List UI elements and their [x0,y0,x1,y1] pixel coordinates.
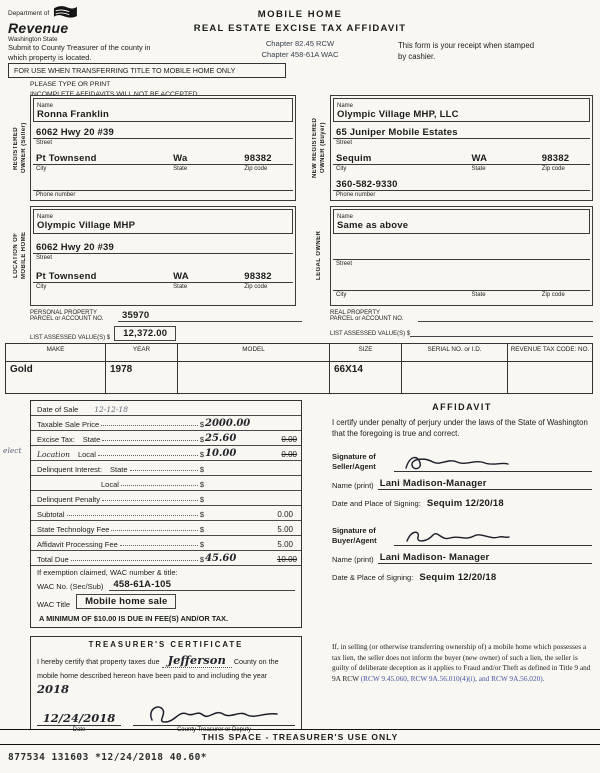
form-title [150,9,450,34]
model-value [178,362,330,393]
row-sublabel: State [110,465,128,474]
buyer-phone-field [333,174,590,191]
name-label: Name [337,103,354,109]
location-street-value: 6062 Hwy 20 #39 [36,242,115,253]
seller-street-value: 6062 Hwy 20 #39 [36,127,115,139]
location-city-value: Pt Townsend [36,271,97,282]
dotted-leader [120,545,198,546]
margin-note-elect: elect [3,446,22,455]
zip-label: Zip code [244,166,268,173]
phone-label: Phone number [336,192,376,199]
seller-side-label-line1: REGISTERED [12,126,19,170]
legal-name-field [333,209,590,234]
affidavit-title: AFFIDAVIT [432,402,492,412]
revenue-tax-code-value [508,362,592,393]
assessed-value-label: LIST ASSESSED VALUE(S) $ [30,335,111,341]
handwritten-amount: 10.00 [205,448,237,459]
certify-line2: County on the mobile home described hereon have been paid to and including the year [37,657,279,680]
name-label: Name [37,214,54,220]
legal-owner-box [330,206,593,306]
buyer-phone-value: 360-582-9330 [336,179,398,191]
buyer-phone-caption [333,191,590,200]
dotted-leader [98,455,198,456]
seller-city-state-zip-field [33,148,293,165]
name-print-label: Name (print) [332,480,374,490]
year-value: 1978 [106,362,178,393]
row-label: Subtotal [37,510,65,519]
logo-revenue: Revenue [8,20,69,36]
dotted-leader [111,530,197,531]
dotted-leader [67,515,198,516]
legal-street-caption [333,260,590,269]
buyer-name-print-row [332,552,592,564]
buyer-side-label-line2: OWNER (Buyer) [319,122,326,174]
col-header-size: SIZE [330,344,402,362]
seller-city-state-zip-caption [33,165,293,174]
legal-city-state-zip-field [333,269,590,291]
struck-amount: 0.00 [281,435,297,444]
incomplete-note: INCOMPLETE AFFIDAVITS WILL NOT BE ACCEPTED [30,90,198,98]
zip-label: Zip code [244,284,268,290]
buyer-name-value: Olympic Village MHP, LLC [337,109,459,120]
personal-parcel-row [30,310,302,322]
legal-street-field [333,234,590,260]
wac-title-value: Mobile home sale [76,594,176,609]
excise-tax-state-row [31,431,301,446]
wac-title-row [31,593,301,611]
seller-name-print-value: Lani Madison-Manager [378,478,592,490]
buyer-name-print-value: Lani Madison- Manager [378,552,592,564]
buyer-signature-row [332,524,592,546]
state-label: State [173,166,188,173]
row-label: Delinquent Penalty [37,495,100,504]
chapter-rcw: Chapter 82.45 RCW [265,39,335,48]
exemption-claimed-label: If exemption claimed, WAC number & title: [37,568,178,577]
location-street-caption [33,254,293,263]
dollar-sign: $ [199,450,204,459]
wac-number-row [31,578,301,593]
buyer-agent-label: Buyer/Agent [332,535,377,545]
minimum-fee-note: A MINIMUM OF $10.00 IS DUE IN FEE(S) AND/OR TAX. [39,614,229,623]
legal-name-value: Same as above [337,220,409,231]
date-place-label: Date & Place of Signing: [332,572,414,582]
legal-owner-side-label [310,206,327,304]
affidavit-processing-fee-row [31,536,301,551]
row-label: Delinquent Interest: [37,465,103,474]
location-name-field [33,209,293,234]
form-title-line2: REAL ESTATE EXCISE TAX AFFIDAVIT [193,23,407,34]
receipt-note: This form is your receipt when stamped by cashier. [398,41,535,61]
date-place-label: Date and Place of Signing: [332,498,421,508]
signature-of-label: Signature of [332,452,376,462]
seller-signature-label [332,452,394,472]
name-label: Name [37,103,54,109]
row-sublabel: State [82,435,101,444]
tax-computation-box [30,400,302,628]
personal-property-label: PERSONAL PROPERTY [30,310,98,316]
dollar-sign: $ [199,540,204,549]
personal-parcel-value: 35970 [118,310,302,322]
treasurers-certificate-body [37,652,295,699]
real-parcel-row [330,310,593,322]
county-handwritten: Jefferson [162,653,232,668]
seller-zip-value: 98382 [244,153,272,165]
seller-name-field [33,98,293,122]
county-treasurer-label: County Treasurer or Deputy [176,726,252,733]
buyer-side-label [310,96,327,200]
seller-signature-line [394,450,592,472]
printed-amount: 5.00 [277,525,293,534]
wac-number-value: 458-61A-105 [109,579,295,591]
parcel-number-label: PARCEL or ACCOUNT NO. [30,316,104,322]
city-label: City [36,166,47,173]
mobile-home-description-table [5,343,593,394]
buyer-box [330,95,593,201]
seller-name-print-row [332,478,592,490]
dollar-sign: $ [199,480,204,489]
parcel-number-label: PARCEL or ACCOUNT NO. [330,316,404,322]
form-title-line1: MOBILE HOME [257,9,343,20]
use-note-box: FOR USE WHEN TRANSFERRING TITLE TO MOBILE HOME ONLY [8,63,286,78]
lien-notice-citation: (RCW 9.45.060, RCW 9A.56.010(4)(i), and RCW 9A.56.020). [360,673,545,683]
chapter-wac: Chapter 458-61A WAC [261,50,339,59]
treasurer-date-value: 12/24/2018 [42,710,116,725]
dotted-leader [102,500,198,501]
row-sublabel: Local [77,450,96,459]
street-label: Street [36,255,53,261]
affidavit-statement: I certify under penalty of perjury under the laws of the State of Washington that the foregoing is true and correct. [332,418,588,439]
excise-tax-local-row [31,446,301,461]
assessed-value-label: LIST ASSESSED VALUE(S) $ [330,331,411,337]
date-of-sale-value: 12-12-18 [94,405,128,414]
dollar-sign: $ [199,495,204,504]
col-header-serial: SERIAL NO. or I.D. [402,344,508,362]
location-box [30,206,296,306]
printed-amount: 5.00 [277,540,293,549]
col-header-model: MODEL [178,344,330,362]
wac-title-label: WAC Title [37,600,71,609]
serial-value [402,362,508,393]
seller-signature [402,452,512,474]
real-assessed-row [330,328,593,337]
size-value: 66X14 [330,362,402,393]
dotted-leader [101,425,198,426]
affidavit-section [332,402,592,598]
buyer-city-state-zip-field [333,148,590,165]
buyer-name-field [333,98,590,122]
location-side-label-line1: LOCATION OF [12,232,19,278]
seller-date-place-value: Sequim 12/20/18 [426,497,504,509]
wac-number-label: WAC No. (Sec/Sub) [37,582,104,591]
zip-label: Zip code [541,292,565,298]
total-due-row [31,551,301,566]
row-label: Taxable Sale Price [37,420,100,429]
location-side-label-line2: MOBILE HOME [20,231,27,279]
buyer-street-caption [333,139,590,148]
logo-state: Washington State [8,36,58,43]
buyer-city-state-zip-caption [333,165,590,174]
dotted-leader [102,440,198,441]
date-label: Date [72,726,86,733]
dor-logo [8,5,120,43]
street-label: Street [336,261,353,267]
city-label: City [336,166,347,173]
buyer-state-value: WA [471,153,488,165]
seller-side-label [11,96,28,200]
make-value: Gold [6,362,106,393]
name-print-label: Name (print) [332,554,374,564]
please-type-note: PLEASE TYPE OR PRINT [30,81,111,88]
buyer-date-place-value: Sequim 12/20/18 [419,571,497,583]
seller-box [30,95,296,201]
buyer-zip-value: 98382 [541,153,570,165]
buyer-street-field [333,122,590,139]
col-header-revenue-tax-code: REVENUE TAX CODE: NO. [508,344,592,362]
submit-note: Submit to County Treasurer of the county in which property is located. [8,43,151,62]
real-property-section [330,310,593,337]
street-label: Street [336,140,353,147]
dotted-leader [130,470,198,471]
seller-phone-field [33,174,293,191]
phone-label: Phone number [36,192,76,199]
lien-notice [332,642,592,684]
location-name-value: Olympic Village MHP [37,220,136,231]
seller-street-field [33,122,293,139]
treasurer-signature [144,701,284,725]
seller-city-value: Pt Townsend [36,153,97,165]
personal-assessed-row [30,326,302,341]
state-label: State [173,284,188,290]
seller-name-value: Ronna Franklin [37,109,109,120]
real-property-label: REAL PROPERTY [330,310,381,316]
date-of-sale-row [31,401,301,416]
logo-dept-line: Department of [8,10,50,17]
buyer-city-value: Sequim [336,153,372,165]
row-label: State Technology Fee [37,525,110,534]
date-of-sale-label: Date of Sale [37,405,79,414]
row-label: Affidavit Processing Fee [37,540,118,549]
location-state-value: WA [173,271,189,282]
buyer-street-value: 65 Juniper Mobile Estates [336,127,458,139]
seller-side-label-line2: OWNER (Seller) [20,122,27,174]
legal-city-state-zip-caption [333,291,590,300]
state-label: State [471,166,486,173]
seller-agent-label: Seller/Agent [332,461,376,471]
dollar-sign: $ [199,510,204,519]
legal-owner-side-label-line1: LEGAL OWNER [315,230,322,280]
treasurers-use-only-bar: THIS SPACE - TREASURER'S USE ONLY [0,729,600,745]
real-parcel-value [418,312,593,322]
lien-notice-text: If, in selling (or otherwise transferring ownership of) a mobile home which possesses a tax lien, the seller does not inform the buyer (new owner) of such a lien, the seller is guilty of deliberate deception as it applies to Fraud and/or Theft as defined in Title 9 and 9A RCW [332,642,591,683]
delinquent-penalty-row [31,491,301,506]
buyer-signature-label [332,526,394,546]
location-city-state-zip-caption [33,283,293,292]
dollar-sign: $ [199,465,204,474]
certify-line1: I hereby certify that property taxes due [37,657,160,666]
row-label-handwritten: Location [37,450,70,459]
state-label: State [471,292,486,298]
handwritten-amount: 25.60 [205,433,237,444]
treasurers-certificate-title: TREASURER'S CERTIFICATE [88,640,244,649]
real-assessed-value [410,328,593,337]
personal-assessed-value: 12,372.00 [114,326,176,341]
struck-amount: 0.00 [281,450,297,459]
chapter-references [200,38,400,60]
location-zip-value: 98382 [244,271,272,282]
dotted-leader [121,485,198,486]
buyer-signature-line [394,524,592,546]
buyer-date-place-row [332,572,592,583]
dollar-sign: $ [199,435,204,444]
treasurers-certificate-box [30,636,302,733]
location-city-state-zip-field [33,263,293,283]
taxable-sale-price-row [31,416,301,431]
col-header-year: YEAR [106,344,178,362]
seller-date-place-row [332,498,592,509]
dollar-sign: $ [199,555,204,564]
dollar-sign: $ [199,420,204,429]
col-header-make: MAKE [6,344,106,362]
row-sublabel: Local [101,480,119,489]
row-label: Total Due [37,555,69,564]
year-handwritten: 2018 [37,681,70,696]
signature-of-label: Signature of [332,526,376,536]
seller-state-value: Wa [173,153,188,165]
row-label: Excise Tax: [37,435,75,444]
handwritten-amount: 45.60 [205,553,237,564]
location-side-label [11,206,28,304]
city-label: City [36,284,47,290]
buyer-side-label-line1: NEW REGISTERED [311,117,318,179]
cashier-stamp: 877534 131603 *12/24/2018 40.60* [8,752,208,763]
seller-signature-row [332,450,592,472]
personal-property-section [30,310,302,341]
name-label: Name [337,214,354,220]
dotted-leader [71,560,198,561]
zip-label: Zip code [541,166,565,173]
buyer-signature [402,526,512,548]
delinquent-interest-local-row [31,476,301,491]
dollar-sign: $ [199,525,204,534]
state-technology-fee-row [31,521,301,536]
city-label: City [336,292,347,298]
handwritten-amount: 2000.00 [205,418,251,429]
printed-amount: 0.00 [277,510,293,519]
delinquent-interest-state-row [31,461,301,476]
subtotal-row [31,506,301,521]
location-street-field [33,234,293,254]
seller-street-caption [33,139,293,148]
struck-amount: 10.00 [276,555,297,564]
seller-phone-caption [33,191,293,200]
street-label: Street [36,140,53,147]
